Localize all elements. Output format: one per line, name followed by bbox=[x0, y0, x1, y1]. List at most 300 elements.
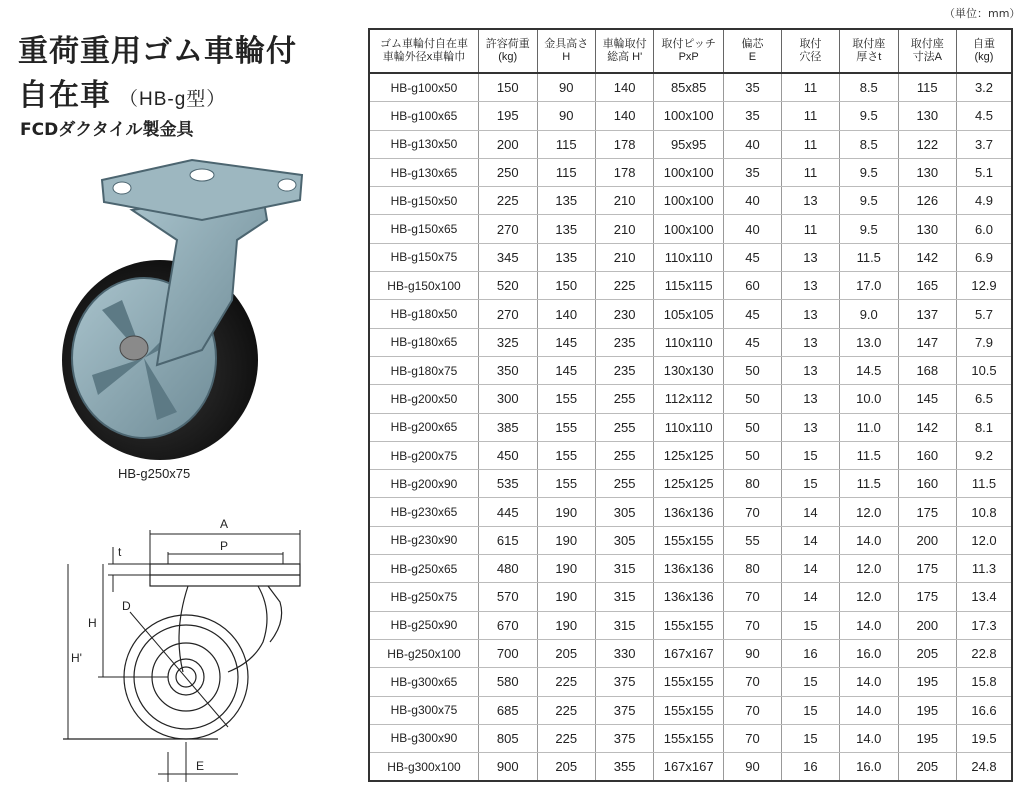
table-cell: 11.0 bbox=[839, 413, 898, 441]
table-cell: 137 bbox=[898, 300, 956, 328]
table-cell: 7.9 bbox=[957, 328, 1013, 356]
diagram-label-t: t bbox=[118, 545, 122, 559]
table-cell: 105x105 bbox=[654, 300, 724, 328]
table-row bbox=[369, 639, 1012, 667]
table-cell: 15.8 bbox=[957, 668, 1013, 696]
model-cell: HB-g250x100 bbox=[369, 639, 479, 667]
model-cell: HB-g150x50 bbox=[369, 187, 479, 215]
table-row bbox=[369, 470, 1012, 498]
column-header-line: 偏芯 bbox=[741, 38, 764, 50]
table-cell: 14.0 bbox=[839, 724, 898, 752]
table-row bbox=[369, 611, 1012, 639]
table-cell: 615 bbox=[479, 526, 538, 554]
model-cell: HB-g200x90 bbox=[369, 470, 479, 498]
table-cell: 345 bbox=[479, 243, 538, 271]
table-cell: 50 bbox=[723, 413, 781, 441]
column-header-line: E bbox=[748, 51, 757, 63]
table-cell: 190 bbox=[537, 583, 595, 611]
model-cell: HB-g250x90 bbox=[369, 611, 479, 639]
table-cell: 16 bbox=[781, 639, 839, 667]
column-header bbox=[781, 29, 839, 73]
table-cell: 130 bbox=[898, 158, 956, 186]
table-cell: 255 bbox=[595, 385, 653, 413]
table-cell: 115 bbox=[898, 73, 956, 102]
table-cell: 100x100 bbox=[654, 102, 724, 130]
table-cell: 125x125 bbox=[654, 470, 724, 498]
title-product: 自在車 bbox=[18, 78, 111, 113]
table-cell: 130 bbox=[898, 215, 956, 243]
table-cell: 136x136 bbox=[654, 583, 724, 611]
table-cell: 155x155 bbox=[654, 526, 724, 554]
table-cell: 14.0 bbox=[839, 696, 898, 724]
column-header-line: 金具高さ bbox=[544, 38, 589, 50]
table-cell: 90 bbox=[537, 102, 595, 130]
table-cell: 10.0 bbox=[839, 385, 898, 413]
table-cell: 305 bbox=[595, 498, 653, 526]
title-model: （HB-g型） bbox=[119, 89, 227, 110]
table-cell: 14.5 bbox=[839, 356, 898, 384]
table-cell: 225 bbox=[537, 724, 595, 752]
table-cell: 225 bbox=[595, 272, 653, 300]
table-cell: 305 bbox=[595, 526, 653, 554]
table-cell: 14 bbox=[781, 555, 839, 583]
column-header-line: 許容荷重 bbox=[485, 38, 530, 50]
table-cell: 16 bbox=[781, 753, 839, 782]
table-cell: 670 bbox=[479, 611, 538, 639]
table-cell: 8.5 bbox=[839, 73, 898, 102]
table-cell: 10.5 bbox=[957, 356, 1013, 384]
model-cell: HB-g300x90 bbox=[369, 724, 479, 752]
column-header bbox=[537, 29, 595, 73]
table-cell: 168 bbox=[898, 356, 956, 384]
table-cell: 15 bbox=[781, 696, 839, 724]
table-cell: 250 bbox=[479, 158, 538, 186]
table-cell: 5.7 bbox=[957, 300, 1013, 328]
table-cell: 900 bbox=[479, 753, 538, 782]
table-cell: 14.0 bbox=[839, 526, 898, 554]
diagram-label-p: P bbox=[220, 539, 229, 553]
table-cell: 385 bbox=[479, 413, 538, 441]
table-cell: 12.0 bbox=[839, 498, 898, 526]
table-cell: 130x130 bbox=[654, 356, 724, 384]
table-cell: 255 bbox=[595, 441, 653, 469]
table-cell: 535 bbox=[479, 470, 538, 498]
table-cell: 11.5 bbox=[957, 470, 1013, 498]
table-cell: 110x110 bbox=[654, 328, 724, 356]
table-cell: 225 bbox=[537, 696, 595, 724]
table-cell: 14 bbox=[781, 498, 839, 526]
table-cell: 11.5 bbox=[839, 441, 898, 469]
table-cell: 80 bbox=[723, 470, 781, 498]
table-cell: 150 bbox=[537, 272, 595, 300]
table-cell: 150 bbox=[479, 73, 538, 102]
table-cell: 580 bbox=[479, 668, 538, 696]
table-cell: 155x155 bbox=[654, 668, 724, 696]
model-cell: HB-g200x65 bbox=[369, 413, 479, 441]
table-row bbox=[369, 328, 1012, 356]
photo-caption: HB-g250x75 bbox=[118, 466, 191, 481]
column-header-line: 自重 bbox=[973, 38, 995, 50]
table-cell: 50 bbox=[723, 385, 781, 413]
table-cell: 255 bbox=[595, 470, 653, 498]
table-cell: 480 bbox=[479, 555, 538, 583]
diagram-label-e: E bbox=[196, 759, 205, 773]
table-cell: 190 bbox=[537, 526, 595, 554]
table-cell: 40 bbox=[723, 215, 781, 243]
table-row bbox=[369, 668, 1012, 696]
table-cell: 5.1 bbox=[957, 158, 1013, 186]
table-cell: 11 bbox=[781, 215, 839, 243]
table-cell: 9.0 bbox=[839, 300, 898, 328]
table-cell: 225 bbox=[479, 187, 538, 215]
table-cell: 270 bbox=[479, 215, 538, 243]
table-cell: 35 bbox=[723, 102, 781, 130]
table-cell: 13 bbox=[781, 328, 839, 356]
table-row bbox=[369, 385, 1012, 413]
material-subtitle: FCDダクタイル製金具 bbox=[20, 120, 194, 140]
table-cell: 35 bbox=[723, 158, 781, 186]
table-cell: 235 bbox=[595, 356, 653, 384]
model-cell: HB-g150x100 bbox=[369, 272, 479, 300]
column-header-line: PxP bbox=[678, 51, 699, 63]
table-cell: 155x155 bbox=[654, 696, 724, 724]
model-cell: HB-g250x75 bbox=[369, 583, 479, 611]
table-cell: 520 bbox=[479, 272, 538, 300]
table-cell: 22.8 bbox=[957, 639, 1013, 667]
table-cell: 155 bbox=[537, 470, 595, 498]
model-cell: HB-g130x50 bbox=[369, 130, 479, 158]
column-header-line: 取付 bbox=[799, 38, 822, 50]
table-cell: 700 bbox=[479, 639, 538, 667]
table-cell: 205 bbox=[537, 639, 595, 667]
column-header bbox=[479, 29, 538, 73]
model-cell: HB-g200x75 bbox=[369, 441, 479, 469]
table-cell: 17.0 bbox=[839, 272, 898, 300]
table-cell: 175 bbox=[898, 583, 956, 611]
table-cell: 6.5 bbox=[957, 385, 1013, 413]
table-cell: 205 bbox=[898, 753, 956, 782]
model-cell: HB-g150x75 bbox=[369, 243, 479, 271]
model-cell: HB-g180x50 bbox=[369, 300, 479, 328]
table-cell: 165 bbox=[898, 272, 956, 300]
table-cell: 15 bbox=[781, 668, 839, 696]
table-cell: 142 bbox=[898, 243, 956, 271]
model-cell: HB-g250x65 bbox=[369, 555, 479, 583]
column-header bbox=[898, 29, 956, 73]
table-cell: 70 bbox=[723, 611, 781, 639]
table-cell: 100x100 bbox=[654, 187, 724, 215]
spec-table bbox=[368, 28, 1013, 782]
table-row bbox=[369, 243, 1012, 271]
column-header-line: 寸法A bbox=[912, 51, 942, 63]
table-row bbox=[369, 583, 1012, 611]
table-cell: 445 bbox=[479, 498, 538, 526]
page-title-line2 bbox=[18, 70, 226, 114]
table-cell: 13 bbox=[781, 272, 839, 300]
table-cell: 115x115 bbox=[654, 272, 724, 300]
table-cell: 136x136 bbox=[654, 498, 724, 526]
table-cell: 235 bbox=[595, 328, 653, 356]
column-header-line: 取付座 bbox=[852, 38, 886, 50]
table-cell: 11 bbox=[781, 102, 839, 130]
table-cell: 12.9 bbox=[957, 272, 1013, 300]
page-title: 重荷重用ゴム車輪付 bbox=[18, 34, 297, 69]
table-cell: 135 bbox=[537, 243, 595, 271]
model-cell: HB-g300x65 bbox=[369, 668, 479, 696]
table-cell: 160 bbox=[898, 441, 956, 469]
table-cell: 805 bbox=[479, 724, 538, 752]
model-cell: HB-g300x75 bbox=[369, 696, 479, 724]
table-cell: 17.3 bbox=[957, 611, 1013, 639]
table-cell: 126 bbox=[898, 187, 956, 215]
table-cell: 325 bbox=[479, 328, 538, 356]
table-cell: 10.8 bbox=[957, 498, 1013, 526]
table-cell: 100x100 bbox=[654, 158, 724, 186]
table-cell: 210 bbox=[595, 215, 653, 243]
table-cell: 178 bbox=[595, 158, 653, 186]
column-header bbox=[839, 29, 898, 73]
table-cell: 200 bbox=[479, 130, 538, 158]
table-row bbox=[369, 555, 1012, 583]
table-cell: 15 bbox=[781, 724, 839, 752]
table-cell: 15 bbox=[781, 441, 839, 469]
table-cell: 16.0 bbox=[839, 639, 898, 667]
table-cell: 40 bbox=[723, 187, 781, 215]
column-header-line: (kg) bbox=[498, 51, 518, 63]
model-cell: HB-g230x90 bbox=[369, 526, 479, 554]
table-cell: 195 bbox=[898, 724, 956, 752]
table-cell: 15 bbox=[781, 470, 839, 498]
table-cell: 270 bbox=[479, 300, 538, 328]
table-cell: 16.6 bbox=[957, 696, 1013, 724]
table-cell: 13 bbox=[781, 413, 839, 441]
table-cell: 3.2 bbox=[957, 73, 1013, 102]
table-cell: 315 bbox=[595, 611, 653, 639]
model-cell: HB-g180x75 bbox=[369, 356, 479, 384]
table-cell: 130 bbox=[898, 102, 956, 130]
table-cell: 315 bbox=[595, 583, 653, 611]
table-cell: 70 bbox=[723, 583, 781, 611]
table-cell: 14 bbox=[781, 526, 839, 554]
table-cell: 3.7 bbox=[957, 130, 1013, 158]
table-cell: 90 bbox=[723, 639, 781, 667]
table-cell: 70 bbox=[723, 668, 781, 696]
column-header-line: (kg) bbox=[974, 51, 994, 63]
table-cell: 50 bbox=[723, 441, 781, 469]
column-header-line: 穴径 bbox=[799, 51, 822, 63]
model-cell: HB-g180x65 bbox=[369, 328, 479, 356]
table-cell: 350 bbox=[479, 356, 538, 384]
table-cell: 70 bbox=[723, 696, 781, 724]
diagram-label-h-prime: H' bbox=[71, 651, 82, 665]
table-header-row bbox=[369, 29, 1012, 73]
table-cell: 85x85 bbox=[654, 73, 724, 102]
table-row bbox=[369, 215, 1012, 243]
column-header-line: ゴム車輪付自在車 bbox=[380, 38, 468, 50]
table-row bbox=[369, 130, 1012, 158]
table-cell: 8.1 bbox=[957, 413, 1013, 441]
dimension-diagram bbox=[58, 512, 328, 797]
table-cell: 195 bbox=[479, 102, 538, 130]
table-row bbox=[369, 272, 1012, 300]
table-cell: 135 bbox=[537, 215, 595, 243]
table-cell: 145 bbox=[537, 356, 595, 384]
table-cell: 175 bbox=[898, 498, 956, 526]
table-cell: 14.0 bbox=[839, 668, 898, 696]
table-cell: 70 bbox=[723, 724, 781, 752]
table-cell: 24.8 bbox=[957, 753, 1013, 782]
table-cell: 12.0 bbox=[839, 555, 898, 583]
table-cell: 225 bbox=[537, 668, 595, 696]
table-cell: 11.5 bbox=[839, 243, 898, 271]
table-cell: 195 bbox=[898, 668, 956, 696]
table-cell: 125x125 bbox=[654, 441, 724, 469]
table-cell: 210 bbox=[595, 187, 653, 215]
table-cell: 155 bbox=[537, 413, 595, 441]
model-cell: HB-g150x65 bbox=[369, 215, 479, 243]
table-cell: 110x110 bbox=[654, 413, 724, 441]
table-cell: 122 bbox=[898, 130, 956, 158]
table-cell: 140 bbox=[537, 300, 595, 328]
model-cell: HB-g200x50 bbox=[369, 385, 479, 413]
table-cell: 255 bbox=[595, 413, 653, 441]
model-cell: HB-g230x65 bbox=[369, 498, 479, 526]
model-cell: HB-g100x50 bbox=[369, 73, 479, 102]
table-cell: 95x95 bbox=[654, 130, 724, 158]
table-cell: 135 bbox=[537, 187, 595, 215]
table-cell: 375 bbox=[595, 696, 653, 724]
table-cell: 6.0 bbox=[957, 215, 1013, 243]
table-cell: 40 bbox=[723, 130, 781, 158]
table-cell: 90 bbox=[723, 753, 781, 782]
table-cell: 145 bbox=[898, 385, 956, 413]
table-cell: 330 bbox=[595, 639, 653, 667]
table-cell: 136x136 bbox=[654, 555, 724, 583]
table-row bbox=[369, 498, 1012, 526]
table-cell: 155x155 bbox=[654, 611, 724, 639]
table-cell: 190 bbox=[537, 555, 595, 583]
table-cell: 195 bbox=[898, 696, 956, 724]
table-cell: 230 bbox=[595, 300, 653, 328]
column-header bbox=[595, 29, 653, 73]
table-cell: 13 bbox=[781, 300, 839, 328]
table-cell: 19.5 bbox=[957, 724, 1013, 752]
table-cell: 90 bbox=[537, 73, 595, 102]
table-cell: 70 bbox=[723, 498, 781, 526]
table-cell: 100x100 bbox=[654, 215, 724, 243]
unit-note: （単位：mm） bbox=[944, 7, 1021, 20]
table-cell: 9.5 bbox=[839, 158, 898, 186]
table-cell: 11.3 bbox=[957, 555, 1013, 583]
table-cell: 14.0 bbox=[839, 611, 898, 639]
table-row bbox=[369, 73, 1012, 102]
diagram-label-h: H bbox=[88, 616, 97, 630]
table-row bbox=[369, 696, 1012, 724]
table-cell: 112x112 bbox=[654, 385, 724, 413]
column-header-line: 取付ピッチ bbox=[661, 38, 716, 50]
table-cell: 450 bbox=[479, 441, 538, 469]
table-cell: 155 bbox=[537, 441, 595, 469]
table-cell: 160 bbox=[898, 470, 956, 498]
column-header bbox=[654, 29, 724, 73]
table-row bbox=[369, 158, 1012, 186]
table-cell: 12.0 bbox=[957, 526, 1013, 554]
table-cell: 115 bbox=[537, 130, 595, 158]
table-cell: 178 bbox=[595, 130, 653, 158]
table-cell: 13 bbox=[781, 356, 839, 384]
table-row bbox=[369, 413, 1012, 441]
table-cell: 145 bbox=[537, 328, 595, 356]
diagram-label-d: D bbox=[122, 599, 131, 613]
table-cell: 140 bbox=[595, 102, 653, 130]
caster-photo bbox=[62, 150, 312, 460]
table-cell: 50 bbox=[723, 356, 781, 384]
table-cell: 80 bbox=[723, 555, 781, 583]
table-cell: 147 bbox=[898, 328, 956, 356]
table-cell: 205 bbox=[537, 753, 595, 782]
table-cell: 175 bbox=[898, 555, 956, 583]
column-header-line: 車輪取付 bbox=[602, 38, 647, 50]
table-cell: 115 bbox=[537, 158, 595, 186]
model-cell: HB-g130x65 bbox=[369, 158, 479, 186]
table-cell: 200 bbox=[898, 611, 956, 639]
table-cell: 11.5 bbox=[839, 470, 898, 498]
table-cell: 9.5 bbox=[839, 187, 898, 215]
table-row bbox=[369, 753, 1012, 782]
table-row bbox=[369, 102, 1012, 130]
table-cell: 9.2 bbox=[957, 441, 1013, 469]
column-header-line: 総高 H' bbox=[607, 51, 643, 63]
table-cell: 16.0 bbox=[839, 753, 898, 782]
table-cell: 11 bbox=[781, 130, 839, 158]
table-cell: 45 bbox=[723, 243, 781, 271]
table-cell: 11 bbox=[781, 158, 839, 186]
table-cell: 9.5 bbox=[839, 102, 898, 130]
table-row bbox=[369, 441, 1012, 469]
table-cell: 9.5 bbox=[839, 215, 898, 243]
model-cell: HB-g100x65 bbox=[369, 102, 479, 130]
table-cell: 110x110 bbox=[654, 243, 724, 271]
table-row bbox=[369, 187, 1012, 215]
table-cell: 55 bbox=[723, 526, 781, 554]
table-cell: 14 bbox=[781, 583, 839, 611]
table-cell: 12.0 bbox=[839, 583, 898, 611]
table-row bbox=[369, 300, 1012, 328]
table-cell: 13 bbox=[781, 187, 839, 215]
table-cell: 205 bbox=[898, 639, 956, 667]
table-cell: 11 bbox=[781, 73, 839, 102]
column-header-line: H bbox=[562, 51, 571, 63]
column-header-line: 取付座 bbox=[910, 38, 944, 50]
table-cell: 60 bbox=[723, 272, 781, 300]
model-cell: HB-g300x100 bbox=[369, 753, 479, 782]
table-cell: 355 bbox=[595, 753, 653, 782]
table-cell: 15 bbox=[781, 611, 839, 639]
table-cell: 13.4 bbox=[957, 583, 1013, 611]
table-cell: 155 bbox=[537, 385, 595, 413]
table-cell: 13.0 bbox=[839, 328, 898, 356]
table-cell: 45 bbox=[723, 300, 781, 328]
table-cell: 210 bbox=[595, 243, 653, 271]
column-header bbox=[957, 29, 1013, 73]
table-cell: 35 bbox=[723, 73, 781, 102]
table-cell: 13 bbox=[781, 385, 839, 413]
table-cell: 685 bbox=[479, 696, 538, 724]
table-cell: 190 bbox=[537, 498, 595, 526]
table-row bbox=[369, 356, 1012, 384]
table-cell: 167x167 bbox=[654, 639, 724, 667]
table-cell: 45 bbox=[723, 328, 781, 356]
